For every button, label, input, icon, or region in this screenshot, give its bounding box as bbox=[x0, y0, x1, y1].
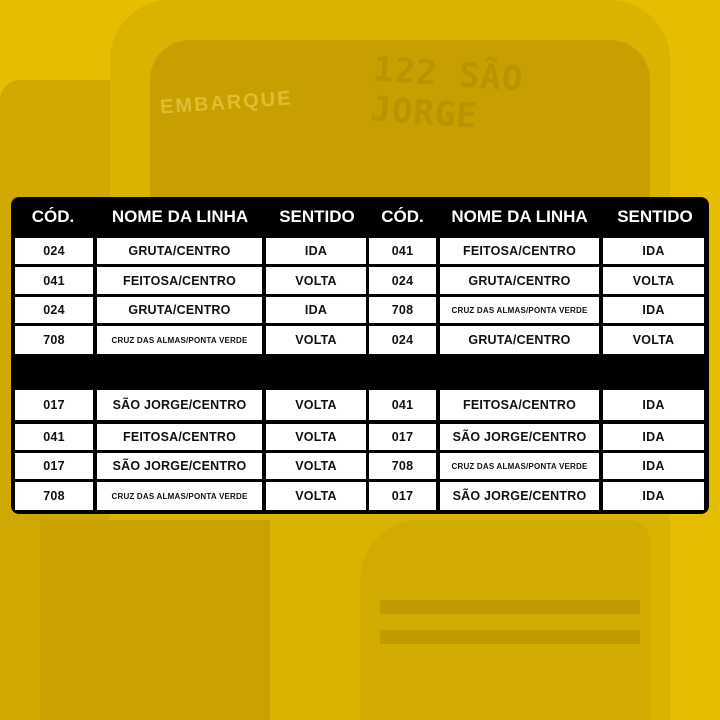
table-cell-direction: IDA bbox=[266, 297, 366, 323]
column-header-direction: SENTIDO bbox=[279, 207, 355, 226]
table-cell-line-name: GRUTA/CENTRO bbox=[97, 238, 262, 264]
table-cell-code: 708 bbox=[369, 297, 436, 323]
table-cell-direction: VOLTA bbox=[266, 453, 366, 479]
table-cell-direction: VOLTA bbox=[603, 326, 704, 354]
table-cell-direction: VOLTA bbox=[266, 267, 366, 294]
table-cell-line-name: CRUZ DAS ALMAS/PONTA VERDE bbox=[440, 297, 599, 323]
table-cell-code: 041 bbox=[369, 238, 436, 264]
table-cell-line-name: GRUTA/CENTRO bbox=[97, 297, 262, 323]
bus-grille bbox=[380, 600, 640, 614]
table-cell-direction: VOLTA bbox=[266, 390, 366, 420]
table-cell-code: 017 bbox=[15, 390, 93, 420]
table-cell-code: 041 bbox=[15, 267, 93, 294]
table-cell-code: 041 bbox=[15, 424, 93, 450]
table-cell-direction: VOLTA bbox=[266, 326, 366, 354]
column-header-code: CÓD. bbox=[31, 207, 75, 226]
bus-lower-panel bbox=[360, 520, 650, 720]
table-cell-code: 708 bbox=[369, 453, 436, 479]
table-cell-direction: VOLTA bbox=[266, 482, 366, 510]
table-cell-code: 024 bbox=[369, 326, 436, 354]
schedule-table bbox=[11, 197, 709, 514]
table-cell-direction: VOLTA bbox=[603, 267, 704, 294]
table-cell-line-name: CRUZ DAS ALMAS/PONTA VERDE bbox=[97, 482, 262, 510]
table-cell-code: 024 bbox=[15, 238, 93, 264]
table-cell-code: 708 bbox=[15, 482, 93, 510]
table-cell-line-name: CRUZ DAS ALMAS/PONTA VERDE bbox=[97, 326, 262, 354]
table-cell-direction: IDA bbox=[603, 390, 704, 420]
bus-door bbox=[40, 520, 270, 720]
table-cell-code: 041 bbox=[369, 390, 436, 420]
table-cell-line-name: CRUZ DAS ALMAS/PONTA VERDE bbox=[440, 453, 599, 479]
bus-brand-text: EMBARQUE bbox=[159, 87, 294, 119]
column-header-direction: SENTIDO bbox=[617, 207, 693, 226]
table-cell-direction: IDA bbox=[603, 424, 704, 450]
table-cell-code: 017 bbox=[369, 482, 436, 510]
table-cell-line-name: FEITOSA/CENTRO bbox=[440, 238, 599, 264]
table-cell-line-name: SÃO JORGE/CENTRO bbox=[97, 453, 262, 479]
column-header-line-name: NOME DA LINHA bbox=[111, 207, 249, 226]
table-cell-line-name: FEITOSA/CENTRO bbox=[97, 267, 262, 294]
table-cell-direction: IDA bbox=[603, 297, 704, 323]
column-header-line-name: NOME DA LINHA bbox=[451, 207, 588, 226]
table-cell-code: 024 bbox=[369, 267, 436, 294]
table-cell-direction: IDA bbox=[603, 453, 704, 479]
table-cell-line-name: FEITOSA/CENTRO bbox=[97, 424, 262, 450]
table-cell-code: 017 bbox=[369, 424, 436, 450]
table-cell-line-name: SÃO JORGE/CENTRO bbox=[97, 390, 262, 420]
table-cell-line-name: FEITOSA/CENTRO bbox=[440, 390, 599, 420]
table-cell-code: 708 bbox=[15, 326, 93, 354]
table-cell-direction: IDA bbox=[603, 238, 704, 264]
table-cell-code: 024 bbox=[15, 297, 93, 323]
column-header-code: CÓD. bbox=[381, 207, 424, 226]
table-cell-code: 017 bbox=[15, 453, 93, 479]
table-cell-line-name: GRUTA/CENTRO bbox=[440, 326, 599, 354]
table-cell-direction: VOLTA bbox=[266, 424, 366, 450]
table-cell-direction: IDA bbox=[266, 238, 366, 264]
table-cell-direction: IDA bbox=[603, 482, 704, 510]
table-cell-line-name: SÃO JORGE/CENTRO bbox=[440, 482, 599, 510]
bus-destination-sign: 122 SÃO JORGE bbox=[369, 49, 525, 137]
table-cell-line-name: GRUTA/CENTRO bbox=[440, 267, 599, 294]
table-cell-line-name: SÃO JORGE/CENTRO bbox=[440, 424, 599, 450]
bus-grille-lower bbox=[380, 630, 640, 644]
